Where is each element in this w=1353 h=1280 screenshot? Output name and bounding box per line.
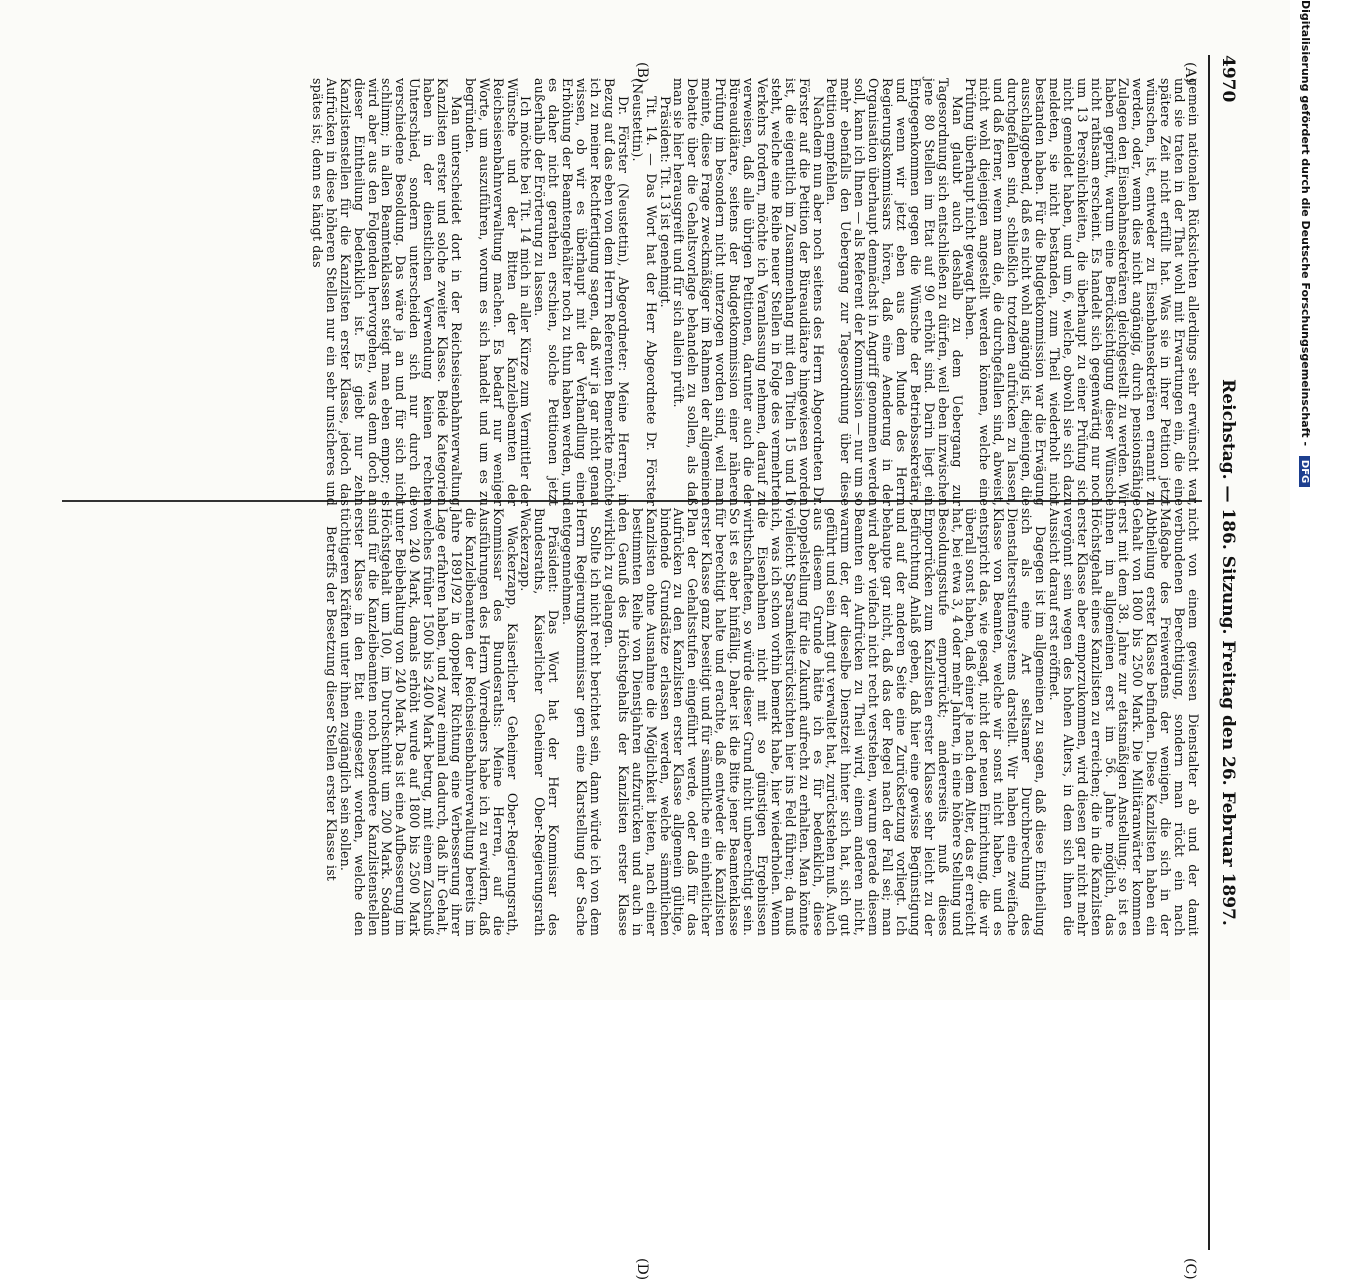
margin-marker-d: (D): [634, 1258, 650, 1280]
page-number: 4970: [1218, 55, 1238, 103]
paragraph: Sollte ich nicht recht berichtet sein, dann würde ich von dem Herrn Regierungskommissar gern eine Klarstellung der Sache entgegennehmen.: [560, 508, 604, 936]
paragraph: Dagegen ist im allgemeinen zu sagen, daß diese Eintheilung sich als eine Art seltsamer Durchbrechung des Dienstaltersstufensystems darstellt. Wir haben eine zweifache Klasse von Beamten, welche wir sonst nicht haben, und es entspricht das, wie gesagt, nicht der neuen Einrichtung, die wir überall sonst haben, daß einer je nach dem Alter, das er erreicht hat, bei etwa 3, 4 oder mehr Jahren, in eine höhere Stellung und Besoldungsstufe emporrückt; andererseits muß dieses Emporrücken zum Kanzlisten erster Klasse sehr leicht zu der Befürchtung Anlaß geben, daß hier eine gewisse Begünstigung und auf der anderen Seite eine Zurücksetzung vorliegt. Ich behaupte gar nicht, daß das der Regel nach der Fall sei; man wird aber vielfach nicht recht verstehen, warum gerade diesem Beamten ein Aufrücken zu Theil wird, einem anderen nicht, warum der, der dieselbe Dienstzeit hinter sich hat, sich gut geführt und sein Amt gut verwaltet hat, zurückstehen muß. Auch aus diesem Grunde hätte ich es für bedenklich, diese Doppelstellung für die Zukunft aufrecht zu erhalten. Man könnte vielleicht Sparsamkeitsrücksichten hier ins Feld führen; da muß ich, was ich schon vorhin bemerkt habe, hier wiederholen. Wenn die Eisenbahnen nicht mit so günstigen Ergebnissen wirthschafteten, so würde dieser Grund nicht unberechtigt sein. So ist es aber hinfällig. Daher ist die Bitte jener Beamtenklasse für berechtigt halte und erachte, daß entweder die Kanzlisten erster Klasse ganz beseitigt und für sämmtliche ein einheitlicher Plan der Gehaltsstufen eingeführt werde, oder daß für das Aufrücken zu den Kanzlisten erster Klasse allgemein gültige, bindende Grundsätze erlassen werden, welche sämmtlichen Kanzlisten ohne Ausnahme die Möglichkeit bieten, nach einer bestimmten Reihe von Dienstjahren aufzurücken und auch in den Genuß des Höchstgehalts der Kanzlisten erster Klasse wirklich zu gelangen.: [601, 508, 1049, 936]
paragraph: Ich möchte bei Tit. 14 mich in aller Kürze zum Vermittler der Wünsche und der Bitten der Kanzleibeamten der Reichseisenbahnverwaltung machen. Es bedarf nur weniger Worte, um auszuführen, worum es sich handelt und um es zu begründen.: [462, 78, 534, 506]
header-rule: [1208, 55, 1210, 1250]
paragraph: Man glaubt auch deshalb zu dem Uebergang zur Tagesordnung sich entschließen zu dürfen, weil eben inzwischen jene 80 Stellen im Etat auf 90 erhöht sind. Darin liegt ein Entgegenkommen gegen die Wünsche der Betriebssekretäre, und wenn wir jetzt eben aus dem Munde des Herrn Regierungskommissars hören, daß eine Aenderung in der Organisation überhaupt demnächst in Angriff genommen werden soll, kann ich Ihnen — als Referent der Kommission — nur um so mehr ebenfalls den Uebergang zur Tagesordnung über diese Petition empfehlen.: [824, 78, 965, 506]
paragraph: Tit. 14. — Das Wort hat der Herr Abgeordnete Dr. Förster (Neustettin).: [629, 78, 659, 506]
running-title: Reichstag. — 186. Sitzung. Freitag den 26. Februar 1897.: [1218, 379, 1238, 926]
speaker-paragraph: Wackerzapp, Kaiserlicher Geheimer Ober-Regierungsrath, Kommissar des Bundesraths: Meine Herren, auf die Ausführungen des Herrn Vorredners habe ich zu erwidern, daß die Kanzleibeamten der Reichseisenbahnverwaltung bereits im Jahre 1891/92 in doppelter Richtung eine Verbesserung ihrer Lage erfahren haben, und zwar einmal dadurch, daß ihr Gehalt, welches früher 1500 bis 2400 Mark betrug, mit einem Zuschuß von 240 Mark, damals erhöht wurde auf 1800 bis 2500 Mark unter Beibehaltung von 240 Mark. Das ist eine Aufbesserung im Höchstgehalt um 100, im Durchschnitt um 200 Mark. Sodann sind für die Kanzleibeamten noch besondere Kanzlistenstellen erster Klasse in den Etat eingesetzt worden, welche den tüchtigeren Kräften unter ihnen zugänglich sein sollen.: [337, 508, 520, 936]
digitization-credit: [1290, 0, 1312, 1000]
paragraph: Man unterscheidet dort in der Reichseisenbahnverwaltung Kanzlisten erster und solche zweiter Klasse. Beide Kategorien haben in der dienstlichen Verwendung keinen rechten Unterschied, sondern unterscheiden sich nur durch die verschiedene Besoldung. Das wäre ja an und für sich nicht schlimm; in allen Beamtenklassen steigt man eben empor; es wird aber aus den Folgenden hervorgehen, was denn doch an dieser Eintheilung bedenklich ist. Es giebt nur zehn Kanzlistenstellen für die Kanzlisten erster Klasse, jedoch das Aufrücken in diese höheren Stellen nur ein sehr unsicheres und spätes ist; denn es hängt das: [309, 78, 464, 506]
paragraph: gemein nationalen Rücksichten allerdings sehr erwünscht war, und sie traten in der That wohl mit Erwartungen ein, die eine spätere Zeit nicht erfüllt hat. Was sie in ihrer Petition jetzt wünschen, ist, entweder zu Eisenbahnsekretären ernannt zu werden, oder, wenn dies nicht angängig, durch pensionsfähige Zulagen den Eisenbahnsekretären gleichgestellt zu werden. Wir haben geprüft, warum eine Berücksichtigung dieser Wünsche nicht rathsam erscheint. Es handelt sich gegenwärtig nur noch um 13 Persönlichkeiten, die überhaupt zu einer Prüfung sich nicht gemeldet haben, und um 6, welche, obwohl sie sich dazu meldeten, sie nicht bestanden, zum Theil wiederholt nicht bestanden haben. Für die Budgetkommission war die Erwägung ausschlaggebend, daß es nicht wohl angängig ist, diejenigen, die durchgefallen sind, schließlich trotzdem aufrücken zu lassen, und daß ferner, wenn man die, die durchgefallen sind, abweist, nicht wohl diejenigen angestellt werden können, welche eine Prüfung überhaupt nicht gewagt haben.: [963, 78, 1201, 506]
margin-marker-b: (B): [634, 62, 650, 84]
right-column: [324, 508, 1200, 936]
dfg-logo: DFG: [1299, 456, 1310, 487]
margin-marker-c: (C): [1182, 1258, 1198, 1280]
speaker-paragraph: Dr. Förster (Neustettin), Abgeordneter: Meine Herren, in Bezug auf das eben von dem Herrn Referenten Bemerkte möchte ich zu meiner Rechtfertigung sagen, daß wir ja gar nicht genau wissen, ob wir es überhaupt mit der Verhandlung einer Erhöhung der Beamtengehälter noch zu thun haben werden, und es daher nicht gerathen erschien, solche Petitionen jetzt außerhalb der Erörterung zu lassen.: [532, 78, 631, 506]
margin-marker-a: (A): [1182, 62, 1198, 84]
paragraph: Nachdem nun aber noch seitens des Herrn Abgeordneten Dr. Förster auf die Petition der Büreaudiätare hingewiesen worden ist, die eigentlich im Zusammenhang mit den Titeln 15 und 16 steht, welche eine Reihe neuer Stellen in Folge des vermehrten Verkehrs fordern, möchte ich Veranlassung nehmen, darauf zu verweisen, daß alle übrigen Petitionen, darunter auch die der Büreaudiätare, seitens der Budgetkommission einer näheren Prüfung im besondern nicht unterzogen worden sind, weil man meinte, diese Frage zweckmäßiger im Rahmen der allgemeinen Debatte über die Gehaltsvorlage behandeln zu sollen, als daß man sie hier herausgreift und für sich allein prüft.: [671, 78, 826, 506]
left-column: [310, 78, 1200, 506]
paragraph: nicht von einem gewissen Dienstalter ab und der damit verbundenen Berechtigung, sondern man rückt ein nach Maßgabe des Freiwerdens der wenigen, die sich in der Abtheilung erster Klasse befinden. Diese Kanzlisten haben ein Gehalt von 1800 bis 2500 Mark. Die Militäranwärter kommen erst mit dem 38. Jahre zur etatsmäßigen Anstellung; so ist es ihnen im allgemeinen erst im 56. Jahre möglich, das Höchstgehalt eines Kanzlisten zu erreichen; die in die Kanzlisten erster Klasse aber emporzukommen, wird diesen gar nicht mehr vergönnt sein wegen des hohen Alters, in dem sich ihnen die Aussicht darauf erst eröffnet.: [1046, 508, 1201, 936]
page-header: [1212, 55, 1238, 1250]
credit-text: Digitalisierung gefördert durch die Deutsche Forschungsgemeinschaft -: [1299, 0, 1312, 447]
speaker-paragraph: Präsident: Das Wort hat der Herr Kommissar des Bundesraths, Kaiserlicher Geheimer Ober-Regierungsrath Wackerzapp.: [518, 508, 562, 936]
speaker-paragraph: Präsident: Tit. 13 ist genehmigt.: [657, 96, 673, 308]
paragraph: Betreffs der Besetzung dieser Stellen erster Klasse ist: [323, 526, 339, 882]
